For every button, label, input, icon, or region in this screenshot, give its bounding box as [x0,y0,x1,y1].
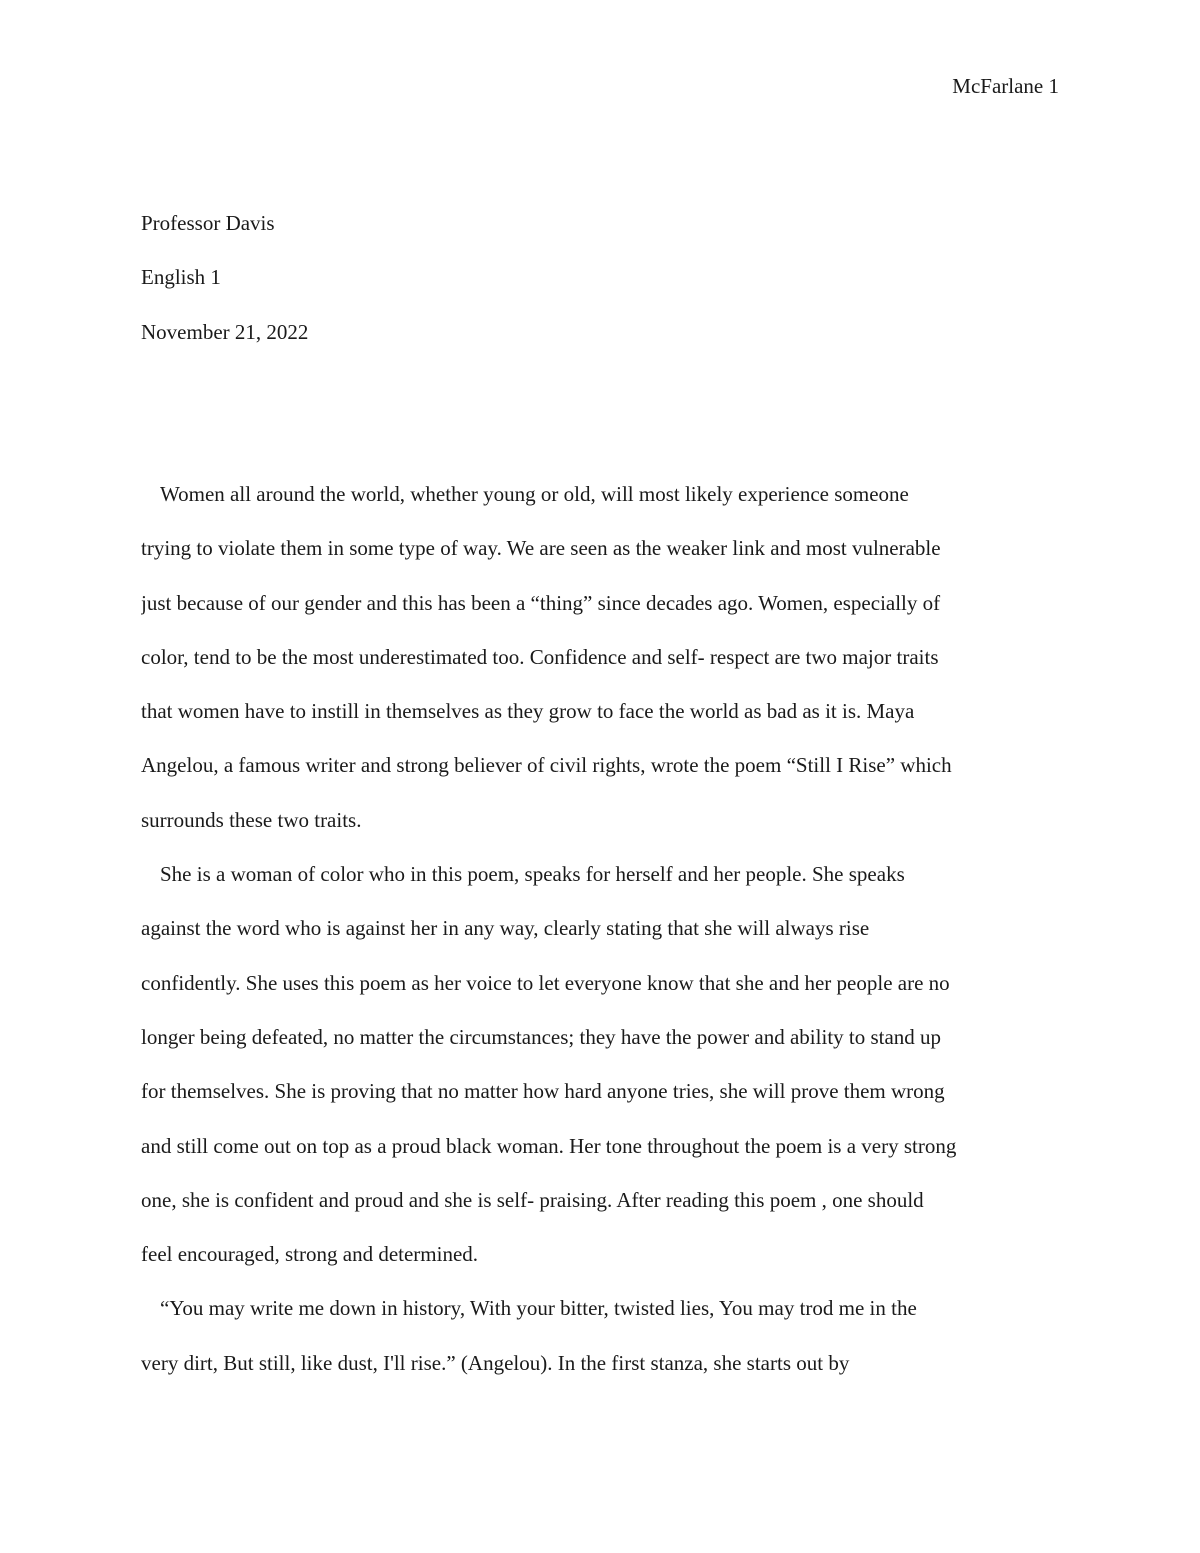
paragraph-1-line: color, tend to be the most underestimated too. Confidence and self- respect are two major traits [141,644,939,669]
paragraph-1-line: surrounds these two traits. [141,807,362,832]
paragraph-2-line: She is a woman of color who in this poem, speaks for herself and her people. She speaks [160,862,905,887]
essay-body [141,467,1059,1390]
paragraph-1-line: trying to violate them in some type of way. We are seen as the weaker link and most vulnerable [141,536,941,561]
paragraph-3-line: very dirt, But still, like dust, I'll rise.” (Angelou). In the first stanza, she starts out by [141,1350,850,1375]
paragraph-2-line: longer being defeated, no matter the circumstances; they have the power and ability to stand up [141,1024,942,1049]
paragraph-1-line: just because of our gender and this has been a “thing” since decades ago. Women, especially of [141,590,941,615]
paragraph-2-line: and still come out on top as a proud black woman. Her tone throughout the poem is a very strong [141,1133,957,1158]
heading-block [141,196,1059,359]
paragraph-1-line: that women have to instill in themselves as they grow to face the world as bad as it is. Maya [141,699,915,724]
paragraph-1-line: Angelou, a famous writer and strong believer of civil rights, wrote the poem “Still I Rise” which [141,753,952,778]
paragraph-3-line: “You may write me down in history, With your bitter, twisted lies, You may trod me in the [160,1296,917,1321]
paragraph-2-line: feel encouraged, strong and determined. [141,1242,479,1267]
instructor-name: Professor Davis [141,211,275,235]
paragraph-2-line: against the word who is against her in any way, clearly stating that she will always rise [141,916,870,941]
paragraph-2-line: for themselves. She is proving that no matter how hard anyone tries, she will prove them wrong [141,1079,945,1104]
running-head: McFarlane 1 [952,74,1059,98]
submission-date: November 21, 2022 [141,319,309,344]
paragraph-2-line: one, she is confident and proud and she is self- praising. After reading this poem , one should [141,1187,924,1212]
paragraph-2-line: confidently. She uses this poem as her voice to let everyone know that she and her people are no [141,970,950,995]
paragraph-1-line: Women all around the world, whether young or old, will most likely experience someone [160,482,909,506]
course-name: English 1 [141,265,221,290]
